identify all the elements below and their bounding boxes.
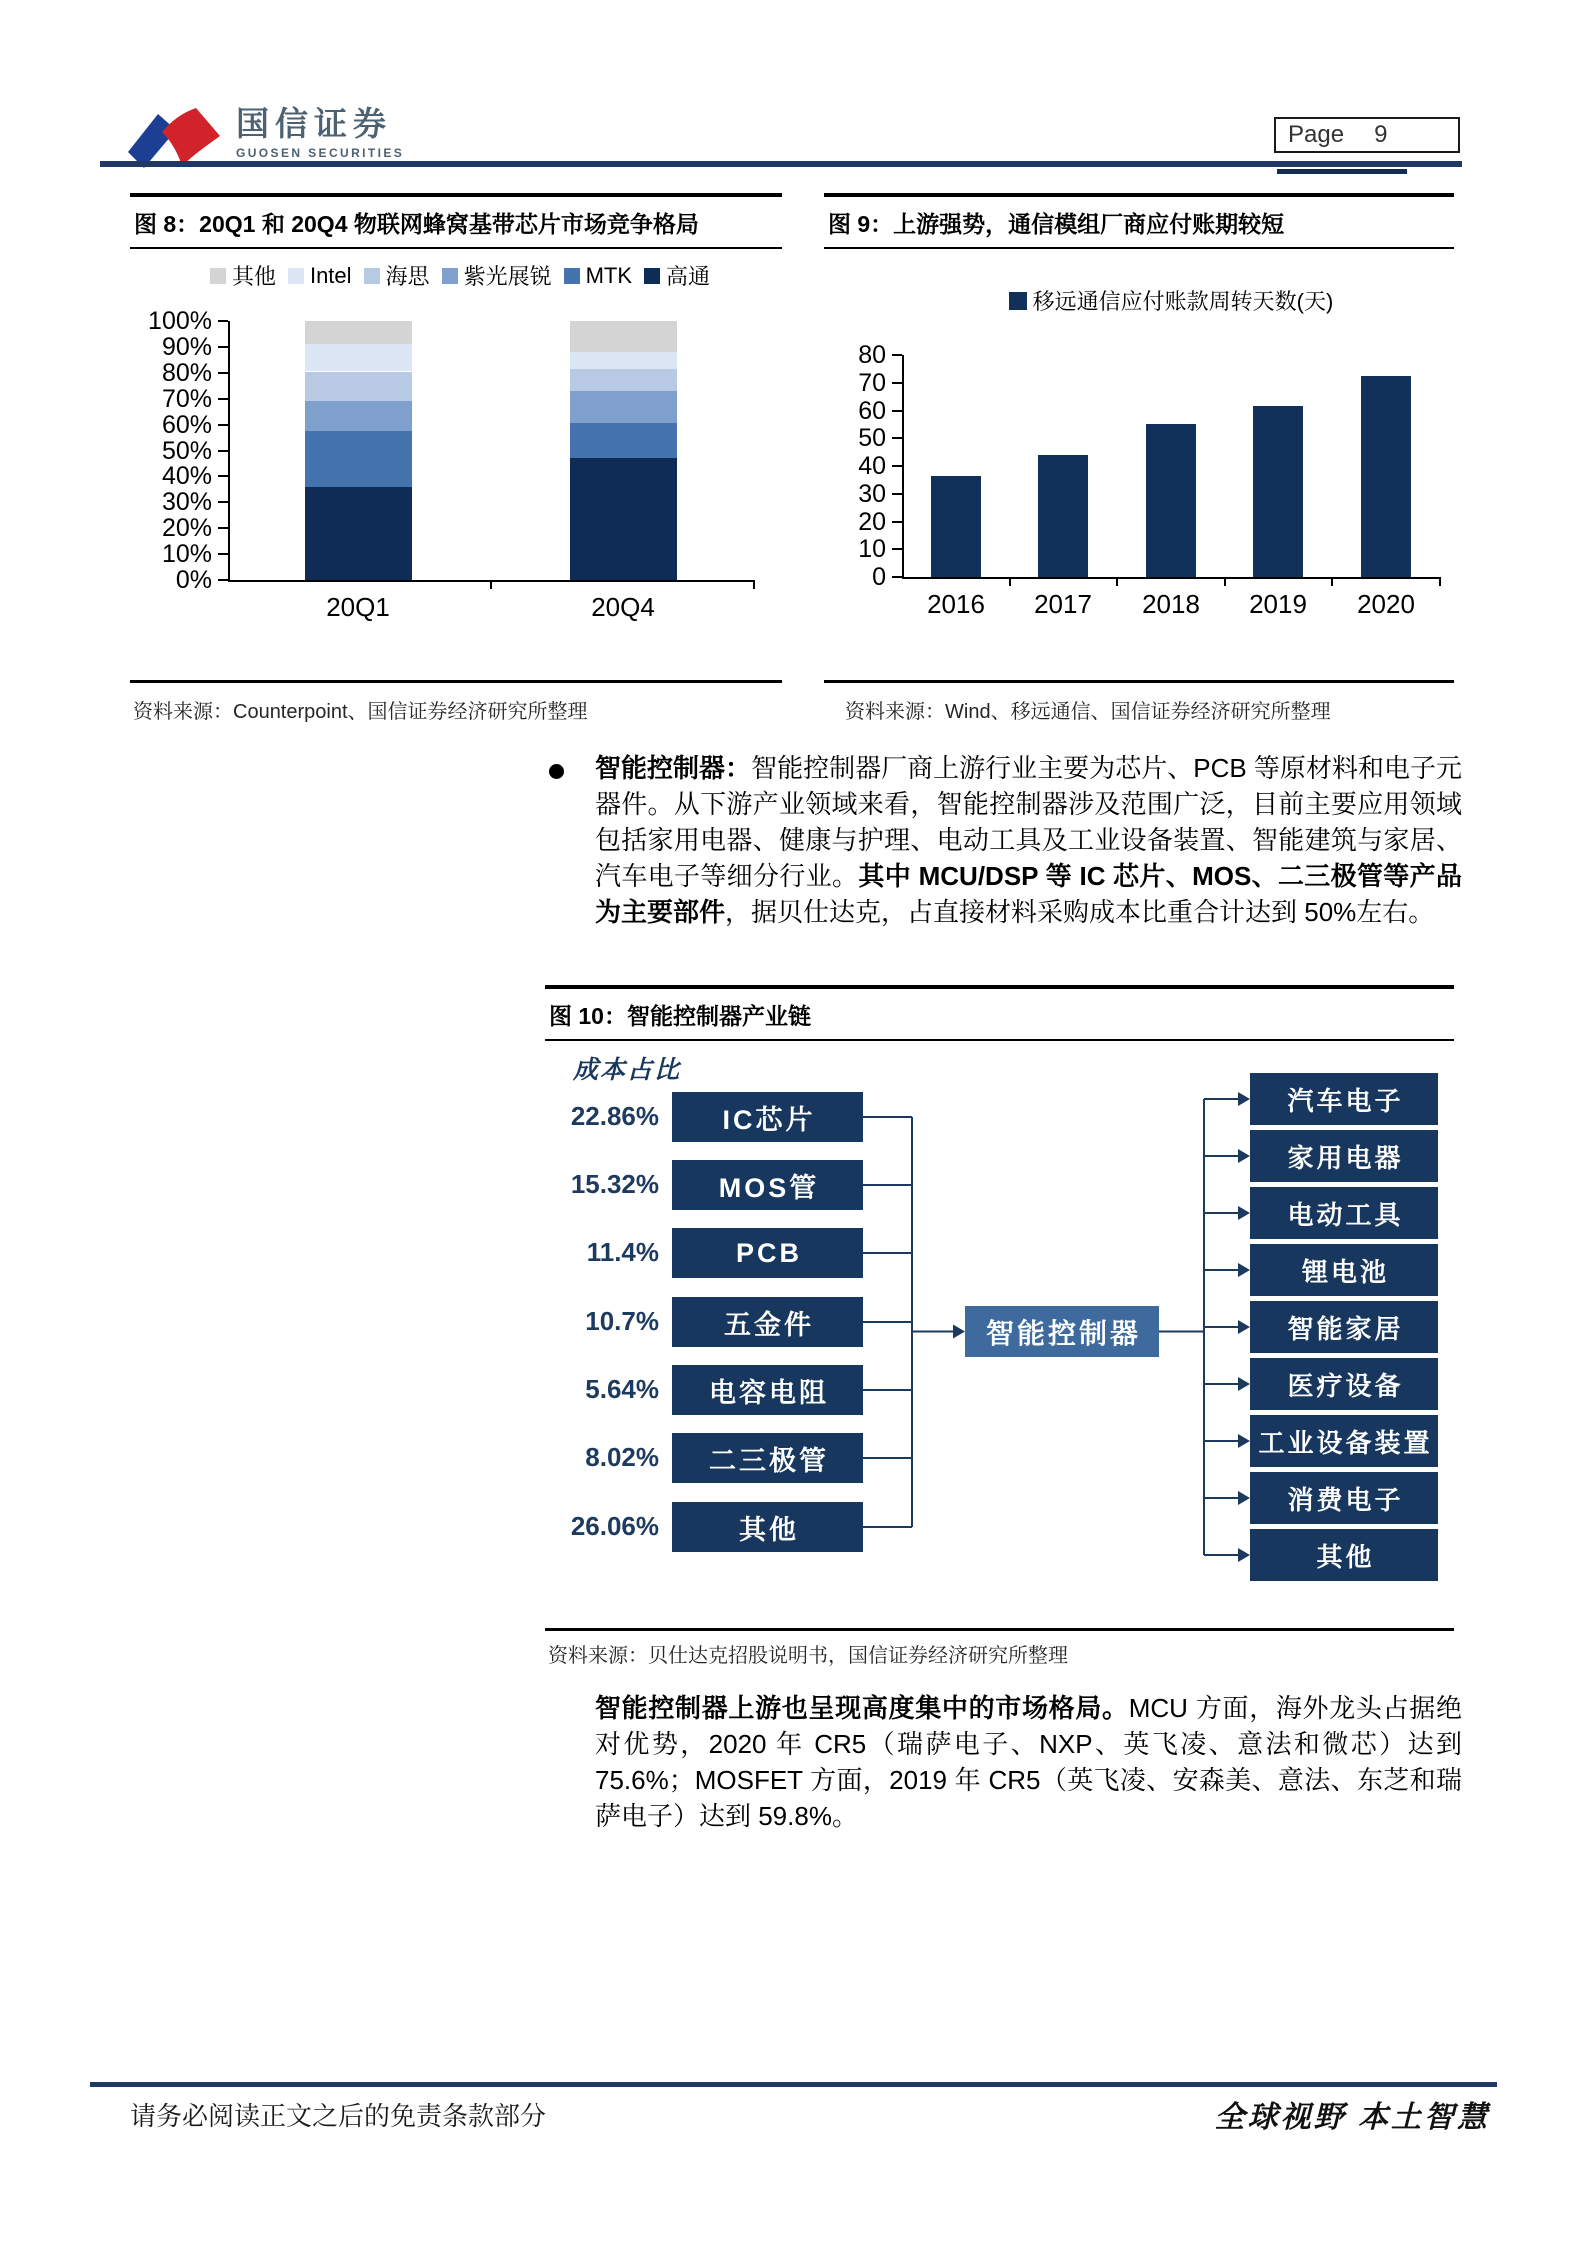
fig10-downstream-box: 电动工具 — [1250, 1187, 1438, 1239]
bullet-marker — [549, 764, 564, 779]
fig10-upstream-box: 二三极管 — [672, 1433, 863, 1483]
fig10-upstream-box: IC芯片 — [672, 1092, 863, 1142]
fig10-cost-share-value: 15.32% — [570, 1169, 659, 1199]
fig10-downstream-box: 智能家居 — [1250, 1301, 1438, 1353]
fig8-legend-item — [644, 260, 710, 291]
fig9-y-axis-label: 0 — [872, 563, 886, 591]
fig9-legend-label: 移远通信应付账款周转天数(天) — [1032, 289, 1334, 314]
figure9-title: 图 9：上游强势，通信模组厂商应付账期较短 — [824, 193, 1454, 249]
fig8-legend-swatch-icon — [288, 268, 304, 284]
fig8-y-axis-tick — [218, 450, 228, 452]
fig9-y-axis-line — [902, 355, 904, 577]
fig8-legend-label: Intel — [309, 262, 352, 288]
fig8-legend-swatch-icon — [442, 268, 458, 284]
fig9-y-axis-tick — [892, 576, 902, 578]
fig10-downstream-box: 汽车电子 — [1250, 1073, 1438, 1125]
fig10-downstream-box: 工业设备装置 — [1250, 1415, 1438, 1467]
fig9-x-category-label: 2019 — [1249, 589, 1307, 619]
text-segment: MCU 方面，海外龙头占据绝对优势，2020 年 CR5（瑞萨电子、NXP、英飞凌、意法和微芯）达到 75.6%；MOSFET 方面，2019 年 CR5（英飞凌、安森美、意法、东芝和瑞萨电子）达到 59.8%。 — [595, 1693, 1462, 1831]
fig9-x-axis-tick — [1439, 577, 1441, 586]
fig8-y-axis-tick — [218, 527, 228, 529]
fig8-y-axis-label: 80% — [161, 358, 212, 387]
fig8-legend-label: 其他 — [231, 264, 276, 289]
fig8-legend-item — [210, 260, 276, 291]
fig9-bar — [1361, 376, 1411, 577]
fig9-x-category-label: 2016 — [927, 589, 985, 619]
fig8-bar-segment-海思 — [570, 369, 677, 391]
fig10-downstream-box: 其他 — [1250, 1529, 1438, 1581]
fig8-bar-segment-紫光展锐 — [570, 391, 677, 423]
fig9-y-axis-label: 80 — [858, 341, 886, 369]
brand-name — [236, 106, 404, 160]
fig8-bar-segment-Intel — [570, 352, 677, 369]
figure9-bottom-border — [824, 680, 1454, 683]
fig9-y-axis-label: 30 — [858, 479, 886, 508]
figure8-bottom-border — [130, 680, 782, 683]
fig8-legend — [130, 260, 790, 291]
fig8-legend-item — [288, 263, 352, 289]
fig8-y-axis-label: 20% — [161, 514, 212, 543]
fig8-legend-swatch-icon — [364, 268, 380, 284]
fig10-cost-share-value: 8.02% — [585, 1442, 659, 1472]
footer-slogan: 全球视野 本土智慧 — [1214, 2101, 1490, 2134]
fig9-y-axis-tick — [892, 437, 902, 439]
footer-disclaimer: 请务必阅读正文之后的免责条款部分 — [130, 2101, 547, 2131]
fig8-legend-item — [564, 263, 632, 289]
fig8-y-axis-tick — [218, 424, 228, 426]
fig9-x-axis-tick — [1224, 577, 1226, 586]
fig8-y-axis-label: 50% — [161, 436, 212, 465]
fig10-downstream-box: 锂电池 — [1250, 1244, 1438, 1296]
paragraph-upstream-concentration — [595, 1690, 1462, 1834]
fig8-legend-item — [364, 260, 430, 291]
fig8-y-axis-tick — [218, 398, 228, 400]
fig10-upstream-box: 电容电阻 — [672, 1365, 863, 1415]
fig8-y-axis-label: 90% — [161, 332, 212, 361]
fig8-bar-segment-紫光展锐 — [305, 401, 412, 431]
header-rule-accent — [1277, 169, 1407, 174]
fig8-x-axis-tick — [490, 580, 492, 589]
fig9-bar — [1146, 424, 1196, 577]
fig8-y-axis-label: 10% — [161, 540, 212, 569]
fig9-y-axis-label: 60 — [858, 396, 886, 425]
header-rule — [100, 161, 1462, 167]
page-number: 9 — [1374, 121, 1388, 148]
footer-rule — [90, 2082, 1497, 2087]
fig8-y-axis-label: 30% — [161, 488, 212, 517]
fig8-y-axis-tick — [218, 579, 228, 581]
fig9-y-axis-label: 20 — [858, 507, 886, 536]
fig8-y-axis-tick — [218, 320, 228, 322]
brand-name-en: GUOSEN SECURITIES — [236, 146, 405, 160]
figure10-source: 资料来源：贝仕达克招股说明书，国信证券经济研究所整理 — [548, 1645, 1068, 1667]
figure10-diagram — [545, 1040, 1462, 1618]
fig10-cost-share-value: 10.7% — [585, 1306, 659, 1336]
fig8-bar-segment-海思 — [305, 372, 412, 402]
fig9-y-axis-label: 40 — [858, 452, 886, 480]
fig8-legend-swatch-icon — [644, 268, 660, 284]
fig10-downstream-box: 家用电器 — [1250, 1130, 1438, 1182]
fig8-bar-segment-MTK — [305, 431, 412, 487]
fig8-legend-label: 紫光展锐 — [463, 264, 552, 289]
fig10-upstream-box: PCB — [672, 1228, 863, 1278]
figure8-source: 资料来源：Counterpoint、国信证券经济研究所整理 — [133, 701, 588, 723]
page-label: Page — [1288, 121, 1345, 148]
figure8-chart — [130, 258, 790, 668]
figure10-title: 图 10：智能控制器产业链 — [545, 985, 1454, 1041]
fig8-y-axis-line — [228, 321, 230, 580]
fig9-bar — [1253, 406, 1303, 577]
fig9-bar — [931, 476, 981, 577]
text-segment-bold: 智能控制器： — [595, 753, 752, 783]
fig8-legend-label: MTK — [585, 262, 633, 288]
fig8-bar-segment-高通 — [570, 458, 677, 580]
fig9-y-axis-label: 50 — [858, 424, 886, 453]
brand-name-cn: 国信证券 — [236, 105, 392, 142]
fig10-upstream-box: MOS管 — [672, 1160, 863, 1210]
fig10-downstream-box: 消费电子 — [1250, 1472, 1438, 1524]
fig9-y-axis-tick — [892, 465, 902, 467]
fig8-legend-label: 高通 — [666, 264, 711, 289]
text-segment: 智能控制器厂商上游行业主要为芯片、PCB 等原材料和电子元器件。从下游产业领域来看，智能控制器涉及范围广泛，目前主要应用领域包括家用电器、健康与护理、电动工具及工业设备装置、智能建筑与家居、汽车电子等细分行业。 — [595, 753, 1462, 891]
fig8-y-axis-tick — [218, 372, 228, 374]
fig9-x-axis-line — [902, 577, 1440, 579]
fig10-upstream-box: 其他 — [672, 1502, 863, 1552]
fig9-y-axis-label: 70 — [858, 368, 886, 397]
fig10-cost-share-value: 5.64% — [585, 1374, 659, 1404]
fig8-legend-swatch-icon — [564, 268, 580, 284]
text-segment-bold: 其中 MCU/DSP 等 IC 芯片、MOS、二三极管等产品为主要部件 — [595, 861, 1462, 927]
fig10-cost-share-value: 26.06% — [570, 1511, 659, 1541]
fig8-bar-segment-MTK — [570, 423, 677, 458]
text-segment: ，据贝仕达克，占直接材料采购成本比重合计达到 50%左右。 — [725, 897, 1435, 927]
fig8-x-category-label: 20Q1 — [326, 592, 390, 622]
fig8-y-axis-tick — [218, 501, 228, 503]
fig9-y-axis-tick — [892, 548, 902, 550]
fig10-center-box: 智能控制器 — [965, 1306, 1159, 1357]
fig8-y-axis-tick — [218, 553, 228, 555]
fig8-x-category-label: 20Q4 — [591, 592, 655, 622]
fig10-cost-share-value: 22.86% — [570, 1101, 659, 1131]
fig8-y-axis-label: 100% — [148, 307, 212, 335]
fig10-upstream-box: 五金件 — [672, 1297, 863, 1347]
fig8-y-axis-label: 70% — [161, 384, 212, 413]
fig8-bar-segment-高通 — [305, 487, 412, 580]
paragraph-smart-controller — [595, 750, 1462, 930]
fig9-x-category-label: 2017 — [1034, 589, 1092, 619]
fig9-y-axis-tick — [892, 521, 902, 523]
fig9-x-category-label: 2020 — [1357, 589, 1415, 619]
fig9-y-axis-tick — [892, 382, 902, 384]
fig10-cost-share-value: 11.4% — [586, 1237, 659, 1267]
fig8-y-axis-tick — [218, 346, 228, 348]
page-number-box — [1274, 117, 1460, 153]
fig9-x-axis-tick — [1116, 577, 1118, 586]
figure9-source: 资料来源：Wind、移远通信、国信证券经济研究所整理 — [845, 701, 1331, 723]
fig8-bar-segment-Intel — [305, 344, 412, 371]
fig9-y-axis-label: 10 — [858, 535, 886, 564]
fig8-bar-segment-其他 — [570, 321, 677, 352]
text-segment-bold: 智能控制器上游也呈现高度集中的市场格局。 — [595, 1693, 1129, 1723]
fig9-x-axis-tick — [1331, 577, 1333, 586]
fig9-y-axis-tick — [892, 493, 902, 495]
fig8-y-axis-label: 40% — [161, 462, 212, 491]
fig8-y-axis-tick — [218, 475, 228, 477]
fig8-y-axis-label: 0% — [175, 566, 212, 594]
cost-share-label: 成本占比 — [573, 1056, 682, 1084]
fig9-x-axis-tick — [1009, 577, 1011, 586]
fig9-legend-swatch-icon — [1009, 292, 1027, 310]
figure10-bottom-border — [545, 1628, 1454, 1631]
fig8-legend-label: 海思 — [385, 264, 430, 289]
fig9-x-category-label: 2018 — [1142, 589, 1200, 619]
fig9-bar — [1038, 455, 1088, 577]
figure8-title: 图 8：20Q1 和 20Q4 物联网蜂窝基带芯片市场竞争格局 — [130, 193, 782, 249]
fig9-legend-item — [1009, 285, 1334, 316]
fig8-bar-segment-其他 — [305, 321, 412, 344]
fig8-x-axis-tick — [753, 580, 755, 589]
fig9-legend — [902, 285, 1440, 316]
fig9-y-axis-tick — [892, 354, 902, 356]
fig8-y-axis-label: 60% — [161, 410, 212, 439]
fig10-downstream-box: 医疗设备 — [1250, 1358, 1438, 1410]
fig8-legend-item — [442, 260, 552, 291]
figure9-chart — [830, 265, 1470, 665]
fig9-y-axis-tick — [892, 410, 902, 412]
fig8-legend-swatch-icon — [210, 268, 226, 284]
